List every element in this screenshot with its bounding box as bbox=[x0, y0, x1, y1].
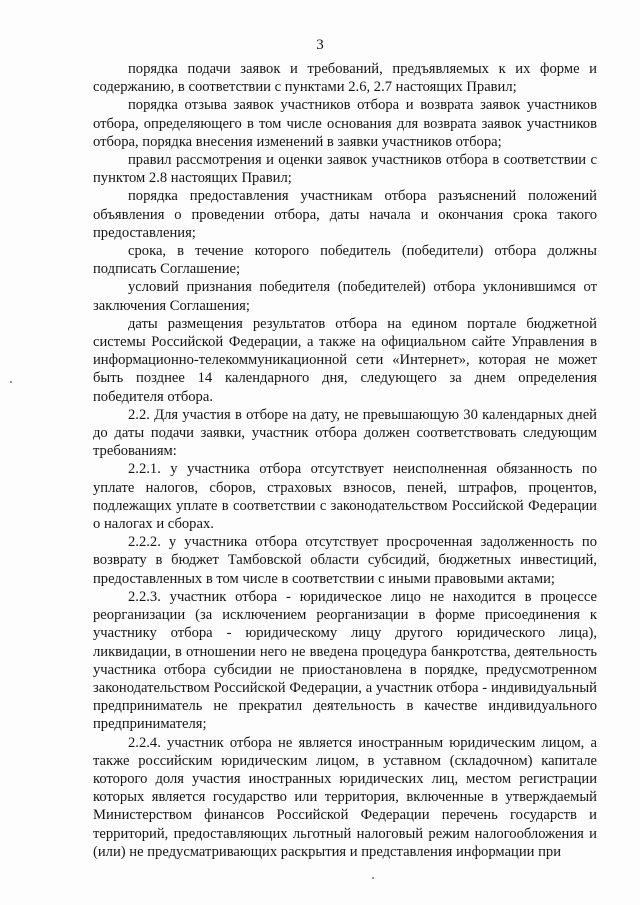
page-number: 3 bbox=[316, 37, 324, 53]
paragraph-2-2-3: 2.2.3. участник отбора - юридическое лицо не находится в процессе реорганизации (за исключением реорганизации в форме присоединения к участнику отбора - юридическому лицу другого юридического лица), ликвидации, в отношении него не введена процедура банкротства, деятельность участника отбора субсидии не приостановлена в порядке, предусмотренном законодательством Российской Федерации, а участник отбора - индивидуальный предприниматель не прекратил деятельность в качестве индивидуального предпринимателя; bbox=[93, 588, 597, 733]
document-body bbox=[93, 60, 597, 861]
paragraph-2-2-4: 2.2.4. участник отбора не является иностранным юридическим лицом, а также российским юридическим лицом, в уставном (складочном) капитале которого доля участия иностранных юридических лиц, местом регистрации которых является государство или территория, включенные в утверждаемый Министерством финансов Российской Федерации перечень государств и территорий, предоставляющих льготный налоговый режим налогообложения и (или) не предусматривающих раскрытия и представления информации при bbox=[93, 734, 597, 860]
paragraph-2-2-1: 2.2.1. у участника отбора отсутствует неисполненная обязанность по уплате налогов, сборов, страховых взносов, пеней, штрафов, процентов, подлежащих уплате в соответствии с законодательством Российской Федерации о налогах и сборах. bbox=[93, 461, 597, 533]
paragraph-withdrawal-procedure: порядка отзыва заявок участников отбора и возврата заявок участников отбора, определяющего в том числе основания для возврата заявок участников отбора, порядка внесения изменений в заявки участников отбора; bbox=[93, 97, 597, 150]
paragraph-2-2: 2.2. Для участия в отборе на дату, не превышающую 30 календарных дней до даты подачи заявки, участник отбора должен соответствовать следующим требованиям: bbox=[93, 406, 597, 460]
paragraph-results-publication: даты размещения результатов отбора на едином портале бюджетной системы Российской Федерации, а также на официальном сайте Управления в информационно-телекоммуникационной сети «Интернет», которая не может быть позднее 14 календарного дня, следующего за днем определения победителя отбора. bbox=[93, 315, 597, 405]
paragraph-clarification-procedure: порядка предоставления участникам отбора разъяснений положений объявления о проведении отбора, даты начала и окончания срока такого предоставления; bbox=[93, 188, 597, 241]
paragraph-submission-procedure: порядка подачи заявок и требований, предъявляемых к их форме и содержанию, в соответствии с пунктами 2.6, 2.7 настоящих Правил; bbox=[93, 61, 597, 96]
scan-speck bbox=[372, 877, 374, 879]
paragraph-signing-deadline: срока, в течение которого победитель (победители) отбора должны подписать Соглашение; bbox=[93, 243, 597, 278]
paragraph-review-rules: правил рассмотрения и оценки заявок участников отбора в соответствии с пунктом 2.8 настоящих Правил; bbox=[93, 152, 597, 187]
paragraph-2-2-2: 2.2.2. у участника отбора отсутствует просроченная задолженность по возврату в бюджет Тамбовской области субсидий, бюджетных инвестиций, предоставленных в том числе в соответствии с иными правовыми актами; bbox=[93, 534, 597, 587]
scan-speck bbox=[10, 381, 12, 383]
paragraph-evasion-conditions: условий признания победителя (победителей) отбора уклонившимся от заключения Соглашения; bbox=[93, 279, 597, 314]
